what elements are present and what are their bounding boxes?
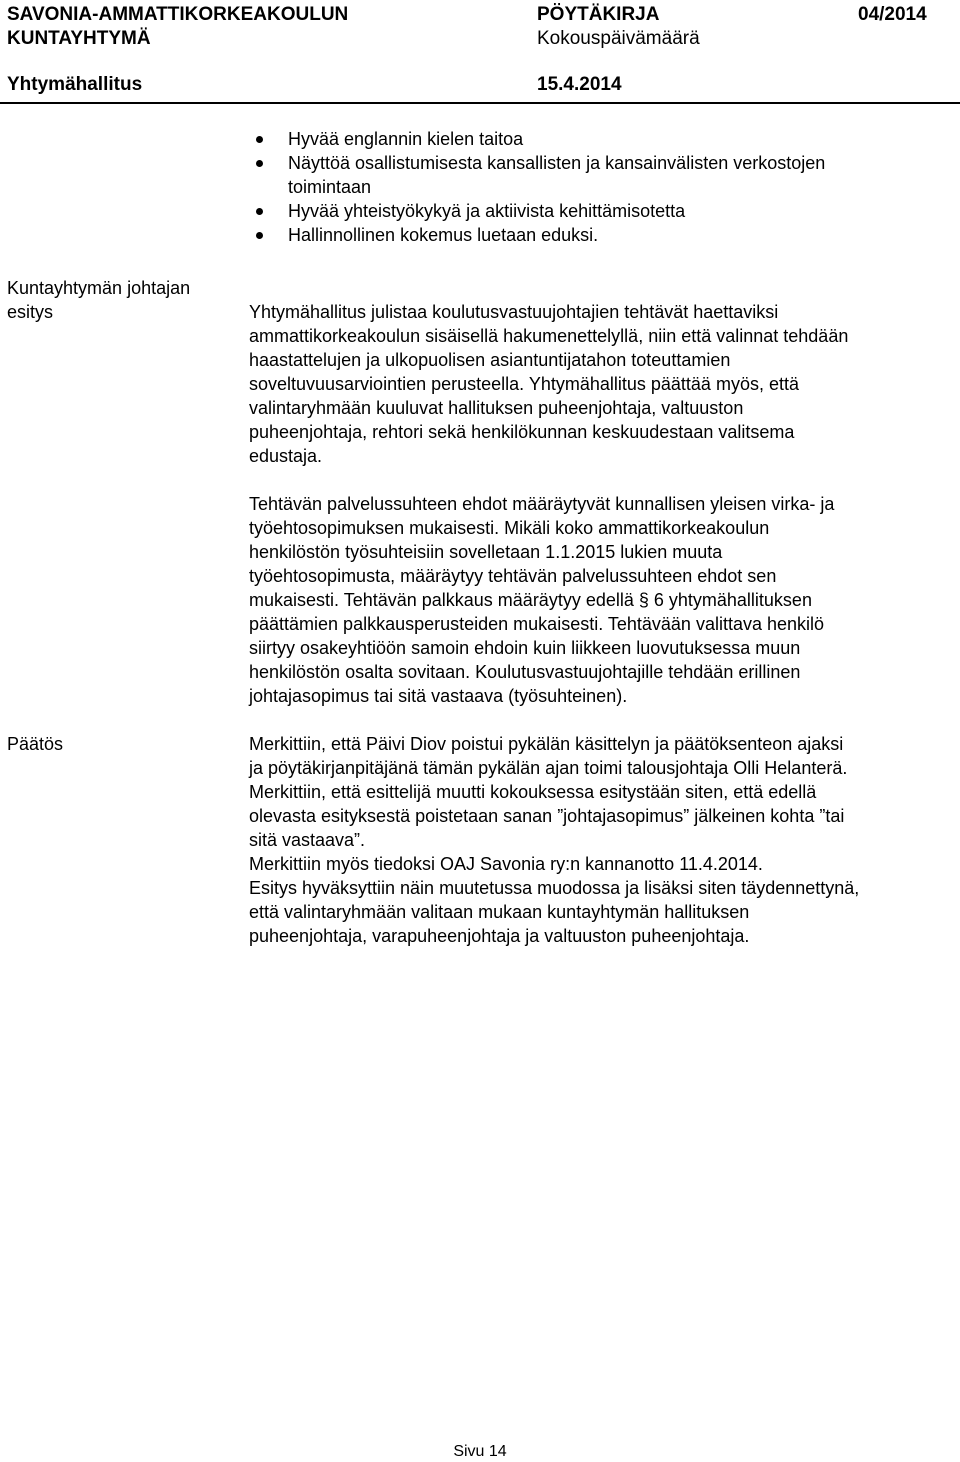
text-line: valintaryhmään kuuluvat hallituksen puheenjohtaja, valtuuston — [249, 398, 744, 418]
text-line: olevasta esityksestä poistetaan sanan ”johtajasopimus” jälkeinen kohta ”tai — [249, 806, 845, 826]
proposal-label-line: Kuntayhtymän johtajan — [7, 278, 191, 298]
decision-paragraph — [249, 732, 959, 948]
list-item-text: Hyvää yhteistyökykyä ja aktiivista kehittämisotetta — [288, 201, 686, 221]
list-item-continuation — [250, 175, 950, 199]
list-item — [250, 151, 950, 175]
text-line: johtajasopimus tai sitä vastaava (työsuhteinen). — [249, 686, 628, 706]
governing-body: Yhtymähallitus — [7, 74, 143, 95]
text-line: Yhtymähallitus julistaa koulutusvastuujohtajien tehtävät haettaviksi — [249, 302, 779, 322]
text-line: puheenjohtaja, varapuheenjohtaja ja valtuuston puheenjohtaja. — [249, 926, 750, 946]
meeting-date: 15.4.2014 — [537, 74, 622, 95]
bullet-icon — [256, 136, 263, 143]
requirements-list — [250, 127, 950, 247]
text-line: sitä vastaava”. — [249, 830, 366, 850]
list-item-text: toimintaan — [288, 177, 372, 197]
list-item-text: Hyvää englannin kielen taitoa — [288, 129, 524, 149]
proposal-paragraph-1 — [249, 300, 959, 468]
document-number: 04/2014 — [858, 4, 927, 25]
decision-label: Päätös — [7, 734, 64, 754]
text-line: soveltuvuusarviointien perusteella. Yhtymähallitus päättää myös, että — [249, 374, 799, 394]
text-line: henkilöstön työsuhteisiin sovelletaan 1.1.2015 lukien muuta — [249, 542, 723, 562]
text-line: henkilöstön osalta sovitaan. Koulutusvastuujohtajille tehdään erillinen — [249, 662, 801, 682]
proposal-label-line: esitys — [7, 302, 54, 322]
text-line: ja pöytäkirjanpitäjänä tämän pykälän ajan toimi talousjohtaja Olli Helanterä. — [249, 758, 848, 778]
header-divider — [0, 102, 960, 104]
text-line: että valintaryhmään valitaan mukaan kuntayhtymän hallituksen — [249, 902, 750, 922]
proposal-paragraph-2 — [249, 492, 959, 708]
bullet-icon — [256, 232, 263, 239]
list-item — [250, 223, 950, 247]
bullet-icon — [256, 160, 263, 167]
text-line: siirtyy osakeyhtiöön samoin ehdoin kuin liikkeen luovutuksessa muun — [249, 638, 801, 658]
list-item — [250, 199, 950, 223]
text-line: Merkittiin myös tiedoksi OAJ Savonia ry:n kannanotto 11.4.2014. — [249, 854, 763, 874]
organization-name-line2: KUNTAYHTYMÄ — [7, 28, 151, 49]
list-item-text: Hallinnollinen kokemus luetaan eduksi. — [288, 225, 599, 245]
bullet-icon — [256, 208, 263, 215]
text-line: puheenjohtaja, rehtori sekä henkilökunnan keskuudestaan valitsema — [249, 422, 795, 442]
proposal-label — [7, 276, 190, 324]
list-item — [250, 127, 950, 151]
page-number: Sivu 14 — [453, 1443, 507, 1460]
text-line: päättämien palkkausperusteiden mukaisesti. Tehtävään valittava henkilö — [249, 614, 825, 634]
text-line: ammattikorkeakoulun sisäisellä hakumenettelyllä, niin että valinnat tehdään — [249, 326, 849, 346]
text-line: Merkittiin, että esittelijä muutti kokouksessa esitystään siten, että edellä — [249, 782, 817, 802]
text-line: työehtosopimuksen mukaisesti. Mikäli koko ammattikorkeakoulun — [249, 518, 770, 538]
list-item-text: Näyttöä osallistumisesta kansallisten ja kansainvälisten verkostojen — [288, 153, 826, 173]
text-line: työehtosopimusta, määräytyy tehtävän palvelussuhteen ehdot sen — [249, 566, 777, 586]
text-line: edustaja. — [249, 446, 323, 466]
text-line: Merkittiin, että Päivi Diov poistui pykälän käsittelyn ja päätöksenteon ajaksi — [249, 734, 844, 754]
meeting-date-label: Kokouspäivämäärä — [537, 28, 700, 49]
document-type: PÖYTÄKIRJA — [537, 4, 660, 25]
text-line: Tehtävän palvelussuhteen ehdot määräytyvät kunnallisen yleisen virka- ja — [249, 494, 835, 514]
text-line: Esitys hyväksyttiin näin muutetussa muodossa ja lisäksi siten täydennettynä, — [249, 878, 860, 898]
organization-name: SAVONIA-AMMATTIKORKEAKOULUN — [7, 4, 349, 25]
text-line: mukaisesti. Tehtävän palkkaus määräytyy edellä § 6 yhtymähallituksen — [249, 590, 812, 610]
text-line: haastattelujen ja ulkopuolisen asiantuntijatahon toteuttamien — [249, 350, 731, 370]
